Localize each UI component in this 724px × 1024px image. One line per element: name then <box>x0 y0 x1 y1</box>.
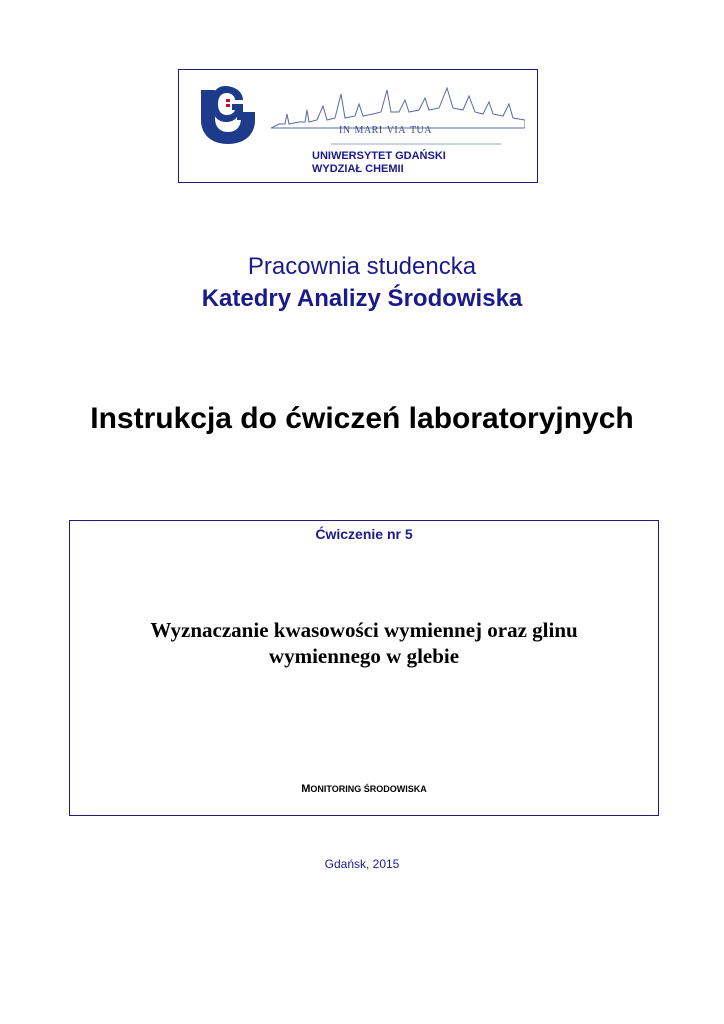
course-name <box>70 783 658 795</box>
exercise-title <box>70 617 658 669</box>
motto: in mari via tua <box>339 122 432 137</box>
gdansk-panorama-icon <box>271 84 525 150</box>
exercise-title-line1: Wyznaczanie kwasowości wymiennej oraz glinu <box>150 618 578 642</box>
page-title: Instrukcja do ćwiczeń laboratoryjnych <box>90 402 634 435</box>
course-name-rest: ONITORING ŚRODOWISKA <box>310 784 427 794</box>
header-box <box>178 69 538 183</box>
exercise-title-line2: wymiennego w glebie <box>268 644 460 668</box>
place-date: Gdańsk, 2015 <box>324 857 400 871</box>
faculty-name: WYDZIAŁ CHEMII <box>312 163 404 175</box>
department-title: Katedry Analizy Środowiska <box>201 285 523 312</box>
university-name: UNIWERSYTET GDAŃSKI <box>312 150 446 162</box>
lab-title: Pracownia studencka <box>247 253 477 280</box>
exercise-box <box>69 520 659 816</box>
university-logo-icon <box>197 82 259 146</box>
course-name-initial: M <box>301 783 311 795</box>
exercise-number: Ćwiczenie nr 5 <box>315 526 413 542</box>
